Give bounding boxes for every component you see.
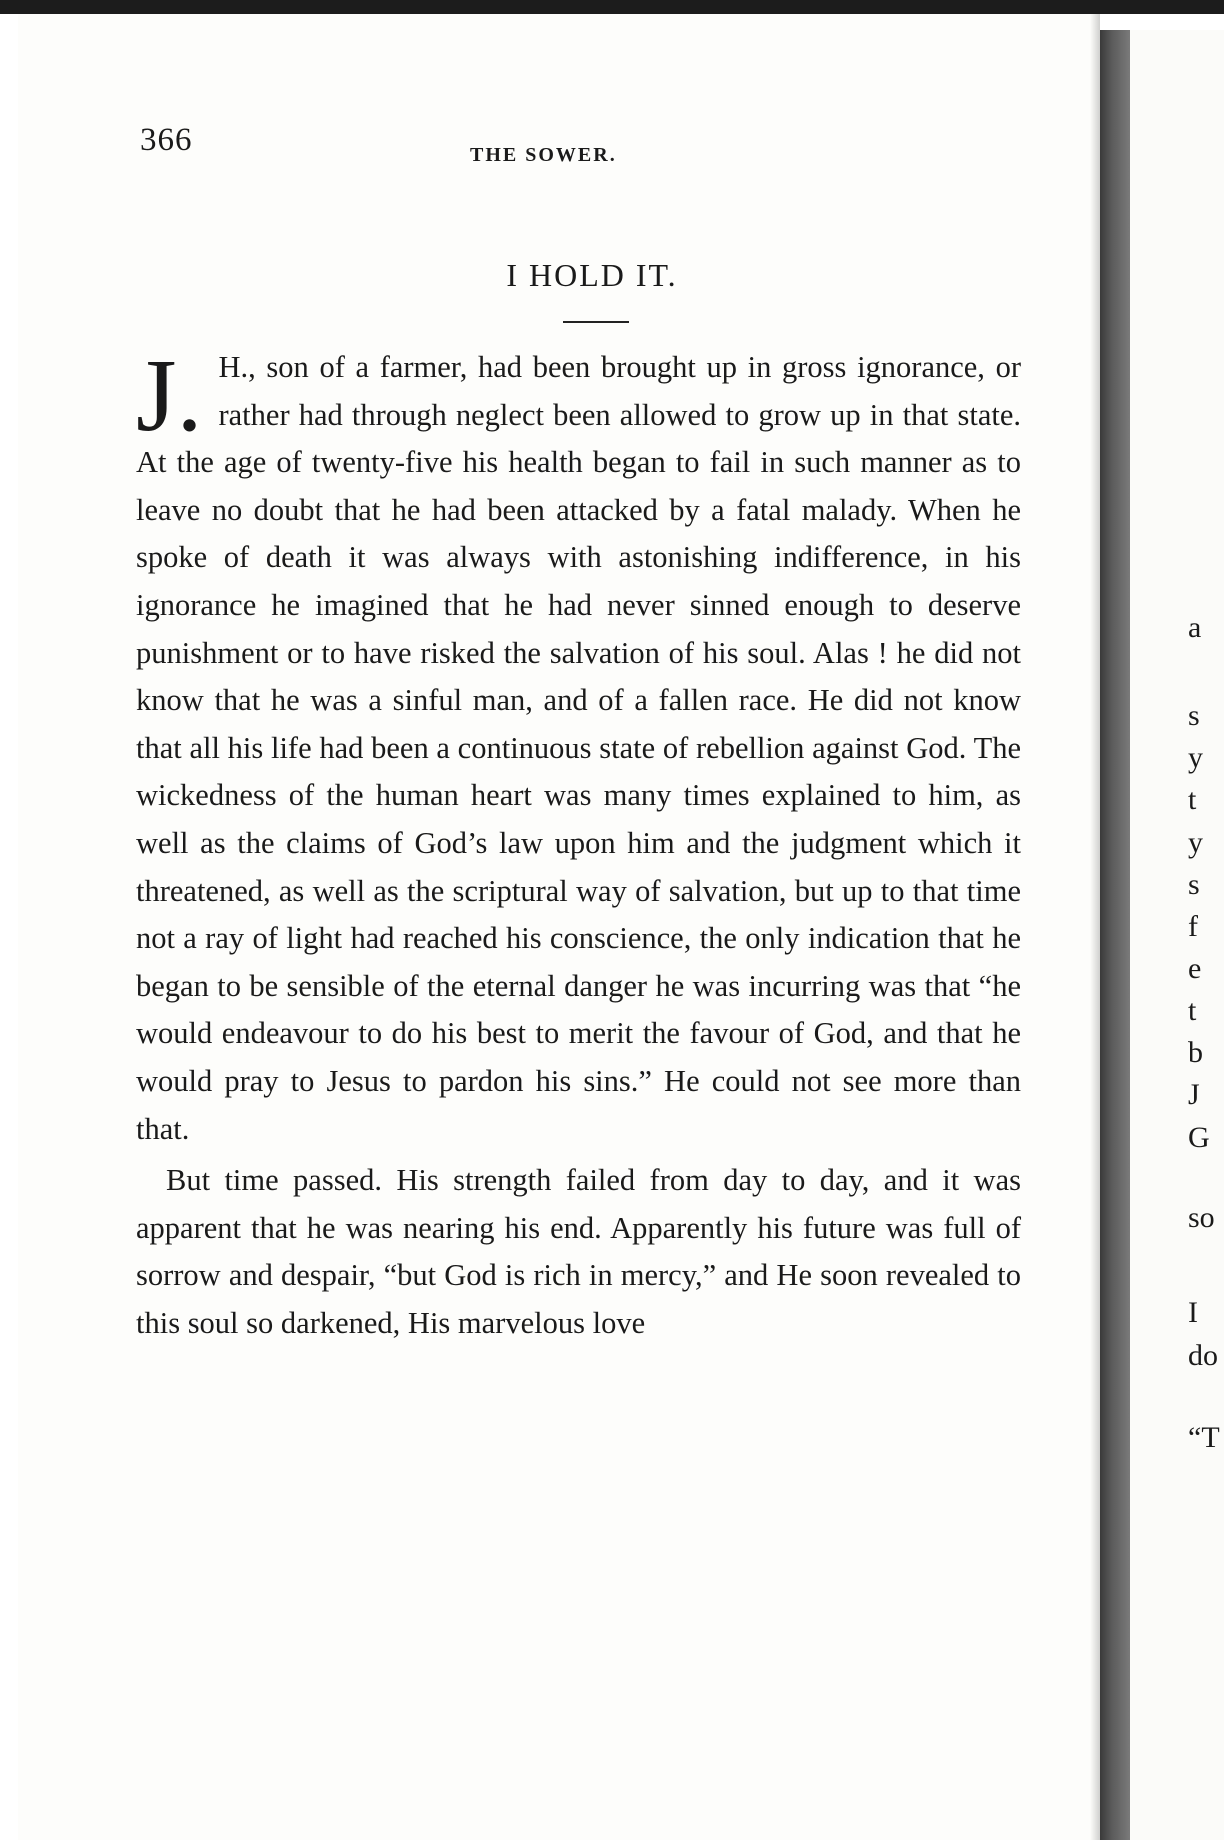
facing-page [1130,30,1224,1840]
facing-fragment: G [1188,1121,1210,1154]
facing-fragment: “T [1188,1421,1220,1454]
article-body [136,338,1021,1347]
facing-fragment: y [1188,826,1203,859]
running-head [18,14,1100,214]
facing-fragment: b [1188,1036,1203,1069]
facing-page-fragments [1130,30,1224,1840]
facing-fragment: so [1188,1201,1215,1234]
book-page [18,14,1100,1840]
paragraph-2: But time passed. His strength failed from day to day, and it was apparent that he was nearing his end. Apparently his future was full of sorrow and despair, “but God is rich in mercy,” and He soon revealed to this soul so darkened, His marvelous love [136,1163,1021,1340]
paragraph-1: J.H., son of a farmer, had been brought up in gross ignorance, or rather had through neglect been allowed to grow up in that state. At the age of twenty-five his health began to fail in such manner as to leave no doubt that he had been attacked by a fatal malady. When he spoke of death it was always with astonishing indifference, in his ignorance he imagined that he had never sinned enough to deserve punishment or to have risked the salvation of his soul. Alas ! he did not know that he was a sinful man, and of a fallen race. He did not know that all his life had been a continuous state of rebellion against God. The wickedness of the human heart was many times explained to him, as well as the claims of God’s law upon him and the judgment which it threatened, as well as the scriptural way of salvation, but up to that time not a ray of light had reached his conscience, the only indication that he began to be sensible of the eternal danger he was incurring was that “he would endeavour to do his best to merit the favour of God, and that he would pray to Jesus to pardon his sins.” He could not see more than that. [136,338,1021,1146]
facing-fragment: a [1188,611,1202,644]
gutter-shadow [1090,14,1100,1840]
facing-fragment: do [1188,1339,1218,1372]
facing-fragment: y [1188,741,1203,774]
page-number: 366 [140,122,193,158]
title-rule [563,321,629,323]
facing-fragment: e [1188,952,1202,985]
article-title: I HOLD IT. [506,257,678,293]
facing-fragment: t [1188,994,1197,1027]
book-gutter [1100,30,1130,1840]
facing-fragment: I [1188,1296,1198,1329]
facing-fragment: s [1188,699,1200,732]
journal-title: THE SOWER. [470,144,617,166]
facing-fragment: t [1188,783,1197,816]
facing-fragment: s [1188,868,1200,901]
facing-fragment: f [1188,910,1198,943]
scan-top-edge [0,0,1224,14]
facing-fragment: J [1188,1078,1200,1111]
